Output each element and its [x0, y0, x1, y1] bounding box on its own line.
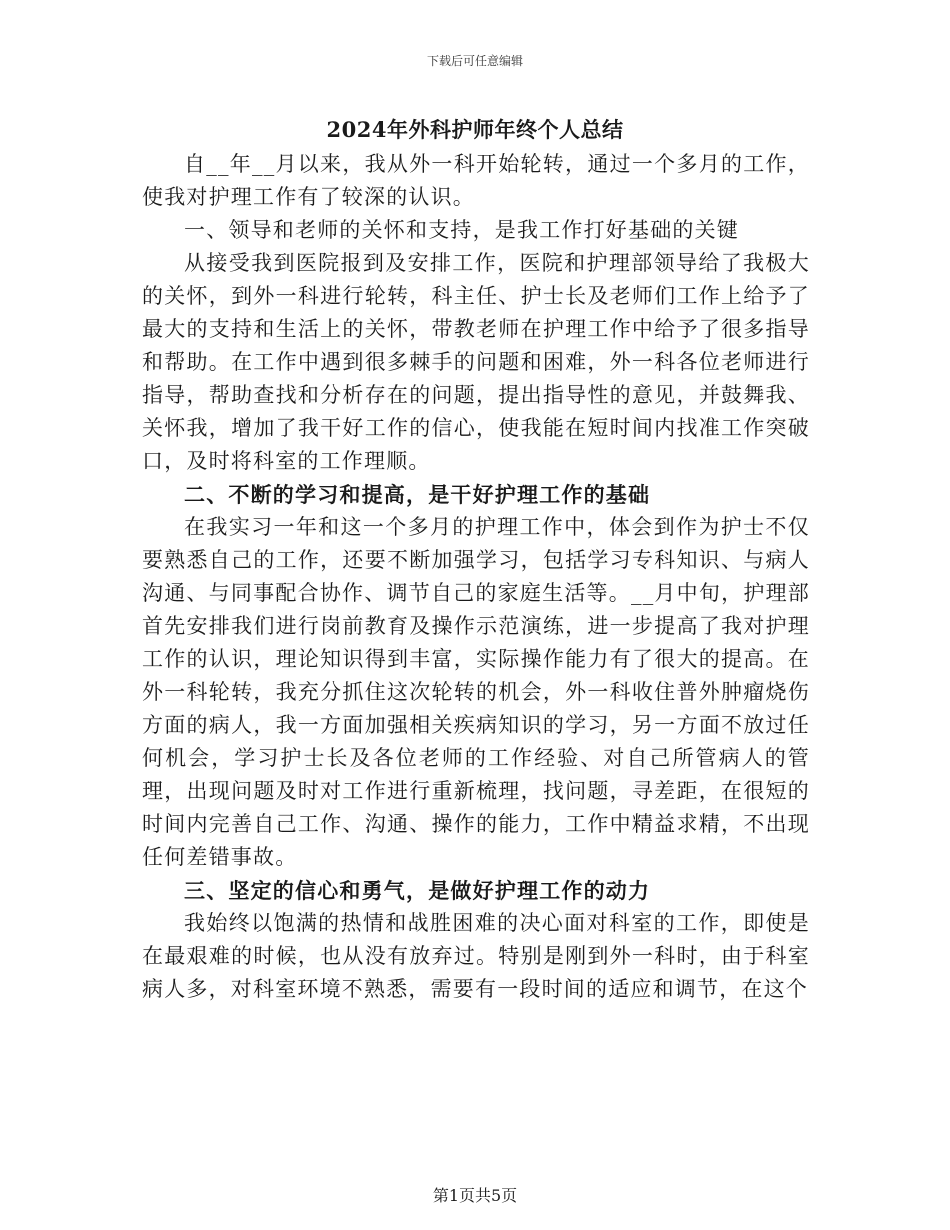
- document-body: [142, 148, 810, 1006]
- section-heading-3: 三、坚定的信心和勇气，是做好护理工作的动力: [184, 878, 651, 903]
- section-heading-1: 一、领导和老师的关怀和支持，是我工作打好基础的关键: [184, 218, 739, 242]
- document-title: 2024年外科护师年终个人总结: [326, 117, 624, 142]
- paragraph-section-1: 从接受我到医院报到及安排工作，医院和护理部领导给了我极大的关怀，到外一科进行轮转，科主任、护士长及老师们工作上给予了最大的支持和生活上的关怀，带教老师在护理工作中给予了很多指导和帮助。在工作中遇到很多棘手的问题和困难，外一科各位老师进行指导，帮助查找和分析存在的问题，提出指导性的意见，并鼓舞我、关怀我，增加了我干好工作的信心，使我能在短时间内找准工作突破口，及时将科室的工作理顺。: [142, 251, 810, 473]
- page-footer: 第1页共5页: [432, 1186, 518, 1205]
- paragraph-section-2: 在我实习一年和这一个多月的护理工作中，体会到作为护士不仅要熟悉自己的工作，还要不断加强学习，包括学习专科知识、与病人沟通、与同事配合协作、调节自己的家庭生活等。__月中旬，护理部首先安排我们进行岗前教育及操作示范演练，进一步提高了我对护理工作的认识，理论知识得到丰富，实际操作能力有了很大的提高。在外一科轮转，我充分抓住这次轮转的机会，外一科收住普外肿瘤烧伤方面的病人，我一方面加强相关疾病知识的学习，另一方面不放过任何机会，学习护士长及各位老师的工作经验、对自己所管病人的管理，出现问题及时对工作进行重新梳理，找问题，寻差距，在很短的时间内完善自己工作、沟通、操作的能力，工作中精益求精，不出现任何差错事故。: [142, 515, 810, 869]
- paragraph-section-3: 我始终以饱满的热情和战胜困难的决心面对科室的工作，即使是在最艰难的时候，也从没有放弃过。特别是刚到外一科时，由于科室病人多，对科室环境不熟悉，需要有一段时间的适应和调节，在这个: [142, 911, 810, 1001]
- paragraph-intro: 自__年__月以来，我从外一科开始轮转，通过一个多月的工作，使我对护理工作有了较深的认识。: [142, 152, 810, 209]
- section-heading-2: 二、不断的学习和提高，是干好护理工作的基础: [184, 482, 651, 507]
- page-header: 下载后可任意编辑: [426, 54, 523, 68]
